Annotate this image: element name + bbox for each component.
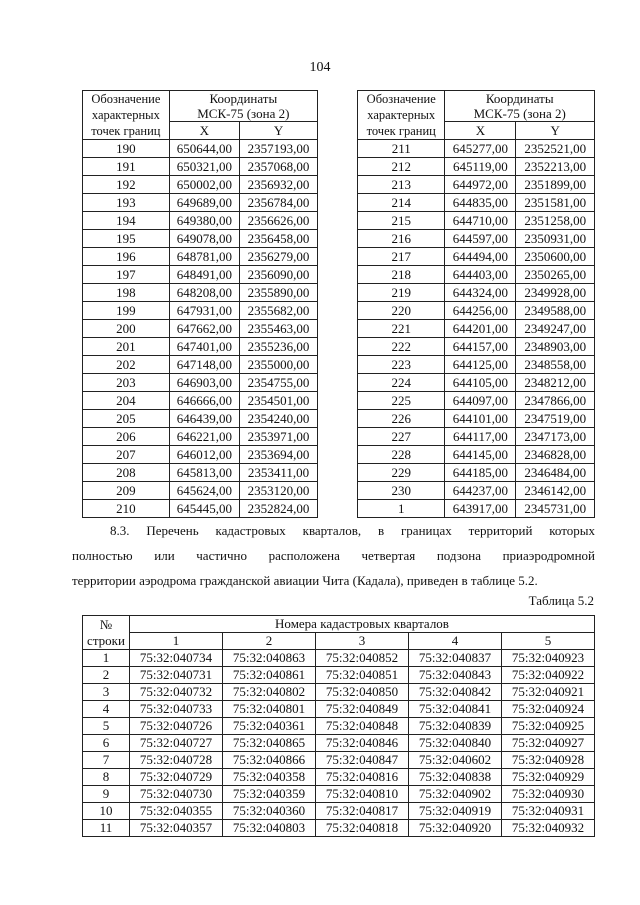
- row-number-header-line: №: [99, 616, 113, 632]
- coordinate-cell: 230: [358, 482, 445, 500]
- coordinate-cell: 644145,00: [445, 446, 516, 464]
- column-number-header: 4: [409, 633, 502, 650]
- coordinate-cell: 219: [358, 284, 445, 302]
- coordinate-cell: 647931,00: [169, 302, 239, 320]
- coordinate-row: [83, 428, 318, 446]
- coordinate-row: [83, 230, 318, 248]
- cadastral-cell: 75:32:040924: [502, 701, 595, 718]
- cadastral-cell: 8: [83, 769, 130, 786]
- coordinate-cell: 220: [358, 302, 445, 320]
- column-number-header: 5: [502, 633, 595, 650]
- cadastral-cell: 75:32:040361: [223, 718, 316, 735]
- coordinate-row: [358, 410, 595, 428]
- coordinate-cell: 645277,00: [445, 140, 516, 158]
- cadastral-cell: 75:32:040818: [316, 820, 409, 837]
- coordinate-cell: 2348558,00: [516, 356, 595, 374]
- coordinate-cell: 2356784,00: [240, 194, 318, 212]
- x-header: X: [169, 122, 239, 140]
- coordinate-cell: 2352521,00: [516, 140, 595, 158]
- coordinate-cell: 646439,00: [169, 410, 239, 428]
- cadastral-row: [83, 684, 595, 701]
- cadastral-cell: 75:32:040865: [223, 735, 316, 752]
- coordinate-row: [83, 284, 318, 302]
- cadastral-cell: 11: [83, 820, 130, 837]
- coordinate-row: [83, 374, 318, 392]
- coordinate-cell: 211: [358, 140, 445, 158]
- coordinate-row: [83, 446, 318, 464]
- coordinate-cell: 645445,00: [169, 500, 239, 518]
- coordinate-cell: 228: [358, 446, 445, 464]
- coordinate-cell: 202: [83, 356, 170, 374]
- cadastral-cell: 75:32:040730: [130, 786, 223, 803]
- cadastral-row: [83, 650, 595, 667]
- coordinate-row: [83, 194, 318, 212]
- coordinate-cell: 646012,00: [169, 446, 239, 464]
- coordinate-cell: 216: [358, 230, 445, 248]
- coordinate-row: [358, 320, 595, 338]
- designation-header-line: характерных: [91, 108, 160, 122]
- cadastral-row: [83, 786, 595, 803]
- coordinate-row: [358, 158, 595, 176]
- coordinate-system: МСК-75 (зона 2): [197, 106, 290, 121]
- coordinate-cell: 2353120,00: [240, 482, 318, 500]
- coordinate-row: [358, 428, 595, 446]
- coordinate-cell: 199: [83, 302, 170, 320]
- cadastral-cell: 75:32:040816: [316, 769, 409, 786]
- cadastral-cell: 75:32:040923: [502, 650, 595, 667]
- coordinate-cell: 2349928,00: [516, 284, 595, 302]
- table-caption: Таблица 5.2: [528, 593, 594, 608]
- coordinate-cell: 644125,00: [445, 356, 516, 374]
- coordinate-cell: 210: [83, 500, 170, 518]
- coordinate-cell: 221: [358, 320, 445, 338]
- page-number: 104: [309, 60, 331, 75]
- coordinate-row: [358, 482, 595, 500]
- coordinate-cell: 2350931,00: [516, 230, 595, 248]
- cadastral-row: [83, 820, 595, 837]
- cadastral-cell: 75:32:040732: [130, 684, 223, 701]
- coordinate-row: [83, 302, 318, 320]
- column-number-header: 1: [130, 633, 223, 650]
- coordinate-cell: 2354240,00: [240, 410, 318, 428]
- coordinate-system: МСК-75 (зона 2): [473, 106, 566, 121]
- coordinate-cell: 198: [83, 284, 170, 302]
- coordinate-cell: 201: [83, 338, 170, 356]
- cadastral-cell: 2: [83, 667, 130, 684]
- y-header: Y: [516, 122, 595, 140]
- coordinate-cell: 206: [83, 428, 170, 446]
- coordinate-cell: 644201,00: [445, 320, 516, 338]
- coordinate-row: [358, 374, 595, 392]
- coordinate-cell: 644710,00: [445, 212, 516, 230]
- coordinate-cell: 2354755,00: [240, 374, 318, 392]
- coordinate-cell: 644835,00: [445, 194, 516, 212]
- coordinate-cell: 650644,00: [169, 140, 239, 158]
- coordinate-cell: 648208,00: [169, 284, 239, 302]
- coordinate-cell: 194: [83, 212, 170, 230]
- coordinate-row: [358, 230, 595, 248]
- coordinate-cell: 649689,00: [169, 194, 239, 212]
- paragraph-line: территории аэродрома гражданской авиации Чита (Кадала), приведен в таблице 5.2.: [72, 573, 538, 588]
- cadastral-row: [83, 769, 595, 786]
- cadastral-cell: 75:32:040851: [316, 667, 409, 684]
- coordinate-cell: 644324,00: [445, 284, 516, 302]
- cadastral-cell: 75:32:040726: [130, 718, 223, 735]
- cadastral-cell: 75:32:040817: [316, 803, 409, 820]
- coordinate-row: [83, 482, 318, 500]
- coordinate-cell: 644157,00: [445, 338, 516, 356]
- paragraph-8-3: [72, 518, 595, 593]
- coordinate-cell: 2353411,00: [240, 464, 318, 482]
- cadastral-cell: 5: [83, 718, 130, 735]
- coordinate-row: [83, 158, 318, 176]
- coordinate-cell: 2347519,00: [516, 410, 595, 428]
- coordinate-cell: 2355682,00: [240, 302, 318, 320]
- coordinate-row: [83, 410, 318, 428]
- coordinate-cell: 649380,00: [169, 212, 239, 230]
- cadastral-cell: 75:32:040847: [316, 752, 409, 769]
- coordinate-cell: 648781,00: [169, 248, 239, 266]
- cadastral-cell: 75:32:040801: [223, 701, 316, 718]
- cadastral-cell: 75:32:040360: [223, 803, 316, 820]
- cadastral-cell: 75:32:040357: [130, 820, 223, 837]
- designation-header: [358, 91, 445, 140]
- designation-header-line: Обозначение: [91, 92, 161, 106]
- coordinates-table-right: [357, 90, 595, 518]
- coordinate-cell: 2346484,00: [516, 464, 595, 482]
- cadastral-cell: 75:32:040842: [409, 684, 502, 701]
- column-number-header: 3: [316, 633, 409, 650]
- coordinate-row: [358, 176, 595, 194]
- cadastral-cell: 75:32:040734: [130, 650, 223, 667]
- coordinate-row: [358, 338, 595, 356]
- cadastral-cell: 6: [83, 735, 130, 752]
- designation-header-line: Обозначение: [366, 92, 436, 106]
- cadastral-cell: 75:32:040902: [409, 786, 502, 803]
- cadastral-cell: 75:32:040922: [502, 667, 595, 684]
- cadastral-row: [83, 735, 595, 752]
- cadastral-row: [83, 803, 595, 820]
- cadastral-row: [83, 667, 595, 684]
- cadastral-cell: 75:32:040920: [409, 820, 502, 837]
- coordinate-cell: 645624,00: [169, 482, 239, 500]
- coordinate-cell: 195: [83, 230, 170, 248]
- cadastral-cell: 7: [83, 752, 130, 769]
- cadastral-cell: 75:32:040928: [502, 752, 595, 769]
- cadastral-row: [83, 718, 595, 735]
- cadastral-cell: 3: [83, 684, 130, 701]
- cadastral-cell: 75:32:040358: [223, 769, 316, 786]
- coordinate-row: [83, 266, 318, 284]
- row-number-header-line: строки: [87, 632, 125, 648]
- coordinate-row: [358, 464, 595, 482]
- coordinate-cell: 2355236,00: [240, 338, 318, 356]
- coordinate-row: [83, 338, 318, 356]
- cadastral-cell: 75:32:040848: [316, 718, 409, 735]
- coordinate-cell: 2357068,00: [240, 158, 318, 176]
- coordinate-cell: 2354501,00: [240, 392, 318, 410]
- cadastral-cell: 75:32:040841: [409, 701, 502, 718]
- coordinates-header: [445, 91, 595, 122]
- designation-header-line: характерных: [367, 108, 436, 122]
- cadastral-cell: 75:32:040932: [502, 820, 595, 837]
- coordinate-row: [358, 212, 595, 230]
- coordinate-row: [83, 392, 318, 410]
- coordinate-row: [358, 266, 595, 284]
- coordinate-cell: 645119,00: [445, 158, 516, 176]
- designation-header-line: точек границ: [91, 124, 161, 138]
- designation-header-line: точек границ: [366, 124, 436, 138]
- coordinates-header: [169, 91, 317, 122]
- coordinate-row: [358, 140, 595, 158]
- cadastral-cell: 75:32:040921: [502, 684, 595, 701]
- coordinate-cell: 2348903,00: [516, 338, 595, 356]
- cadastral-cell: 10: [83, 803, 130, 820]
- row-number-header: [83, 616, 130, 650]
- coordinate-cell: 2350600,00: [516, 248, 595, 266]
- coordinate-cell: 648491,00: [169, 266, 239, 284]
- coordinate-cell: 2348212,00: [516, 374, 595, 392]
- coordinate-cell: 2356932,00: [240, 176, 318, 194]
- cadastral-cell: 9: [83, 786, 130, 803]
- coordinate-cell: 644972,00: [445, 176, 516, 194]
- coordinate-cell: 2356458,00: [240, 230, 318, 248]
- coordinate-cell: 204: [83, 392, 170, 410]
- coordinate-cell: 223: [358, 356, 445, 374]
- cadastral-cell: 75:32:040929: [502, 769, 595, 786]
- coordinate-cell: 225: [358, 392, 445, 410]
- cadastral-cell: 75:32:040359: [223, 786, 316, 803]
- coordinates-title: Координаты: [209, 91, 278, 106]
- coordinate-cell: 191: [83, 158, 170, 176]
- coordinate-cell: 644101,00: [445, 410, 516, 428]
- cadastral-row: [83, 752, 595, 769]
- cadastral-row: [83, 701, 595, 718]
- paragraph-line: 8.3. Перечень кадастровых кварталов, в границах территорий которых: [110, 523, 595, 538]
- designation-header: [83, 91, 170, 140]
- coordinate-cell: 229: [358, 464, 445, 482]
- coordinate-cell: 2347173,00: [516, 428, 595, 446]
- coordinate-row: [83, 248, 318, 266]
- coordinate-cell: 644105,00: [445, 374, 516, 392]
- cadastral-cell: 75:32:040866: [223, 752, 316, 769]
- coordinate-cell: 2350265,00: [516, 266, 595, 284]
- coordinate-cell: 200: [83, 320, 170, 338]
- coordinate-row: [358, 194, 595, 212]
- coordinate-cell: 644237,00: [445, 482, 516, 500]
- coordinate-cell: 644117,00: [445, 428, 516, 446]
- coordinate-cell: 644403,00: [445, 266, 516, 284]
- coordinate-cell: 227: [358, 428, 445, 446]
- coordinate-cell: 647662,00: [169, 320, 239, 338]
- x-header: X: [445, 122, 516, 140]
- cadastral-cell: 75:32:040355: [130, 803, 223, 820]
- cadastral-cell: 75:32:040731: [130, 667, 223, 684]
- coordinate-cell: 2355000,00: [240, 356, 318, 374]
- cadastral-cell: 75:32:040843: [409, 667, 502, 684]
- cadastral-cell: 75:32:040849: [316, 701, 409, 718]
- coordinate-cell: 205: [83, 410, 170, 428]
- coordinate-cell: 224: [358, 374, 445, 392]
- coordinate-cell: 2356279,00: [240, 248, 318, 266]
- column-number-header: 2: [223, 633, 316, 650]
- coordinate-cell: 2351258,00: [516, 212, 595, 230]
- coordinate-cell: 212: [358, 158, 445, 176]
- coordinate-cell: 644256,00: [445, 302, 516, 320]
- coordinate-cell: 645813,00: [169, 464, 239, 482]
- coordinate-cell: 2351581,00: [516, 194, 595, 212]
- coordinates-table-left: [82, 90, 318, 518]
- coordinate-cell: 2349588,00: [516, 302, 595, 320]
- coordinate-cell: 647148,00: [169, 356, 239, 374]
- coordinate-row: [83, 500, 318, 518]
- coordinate-row: [358, 248, 595, 266]
- coordinate-cell: 2346142,00: [516, 482, 595, 500]
- coordinate-cell: 646221,00: [169, 428, 239, 446]
- coordinate-row: [358, 500, 595, 518]
- cadastral-cell: 75:32:040728: [130, 752, 223, 769]
- cadastral-cell: 75:32:040930: [502, 786, 595, 803]
- y-header: Y: [240, 122, 318, 140]
- cadastral-cell: 75:32:040919: [409, 803, 502, 820]
- coordinates-title: Координаты: [485, 91, 554, 106]
- coordinate-cell: 643917,00: [445, 500, 516, 518]
- cadastral-numbers-header: Номера кадастровых кварталов: [130, 616, 595, 633]
- coordinate-row: [83, 140, 318, 158]
- coordinate-cell: 2352213,00: [516, 158, 595, 176]
- cadastral-cell: 75:32:040727: [130, 735, 223, 752]
- coordinate-row: [358, 446, 595, 464]
- coordinate-row: [358, 356, 595, 374]
- cadastral-cell: 75:32:040733: [130, 701, 223, 718]
- coordinate-cell: 2347866,00: [516, 392, 595, 410]
- coordinate-cell: 2353971,00: [240, 428, 318, 446]
- coordinate-cell: 650002,00: [169, 176, 239, 194]
- coordinate-cell: 644597,00: [445, 230, 516, 248]
- cadastral-cell: 75:32:040927: [502, 735, 595, 752]
- cadastral-cell: 75:32:040837: [409, 650, 502, 667]
- coordinate-cell: 2349247,00: [516, 320, 595, 338]
- coordinate-cell: 213: [358, 176, 445, 194]
- cadastral-cell: 75:32:040925: [502, 718, 595, 735]
- cadastral-cell: 1: [83, 650, 130, 667]
- paragraph-line: полностью или частично расположена четвертая подзона приаэродромной: [72, 548, 595, 563]
- coordinate-cell: 214: [358, 194, 445, 212]
- cadastral-cell: 75:32:040803: [223, 820, 316, 837]
- coordinate-cell: 2346828,00: [516, 446, 595, 464]
- cadastral-cell: 75:32:040852: [316, 650, 409, 667]
- coordinate-cell: 644097,00: [445, 392, 516, 410]
- coordinate-cell: 2353694,00: [240, 446, 318, 464]
- coordinate-cell: 208: [83, 464, 170, 482]
- coordinate-cell: 644494,00: [445, 248, 516, 266]
- cadastral-cell: 75:32:040863: [223, 650, 316, 667]
- cadastral-quarters-table: [82, 615, 595, 837]
- coordinate-row: [83, 212, 318, 230]
- coordinate-cell: 2357193,00: [240, 140, 318, 158]
- cadastral-cell: 75:32:040839: [409, 718, 502, 735]
- coordinate-cell: 650321,00: [169, 158, 239, 176]
- coordinate-cell: 2351899,00: [516, 176, 595, 194]
- coordinate-cell: 193: [83, 194, 170, 212]
- coordinate-cell: 2356090,00: [240, 266, 318, 284]
- coordinate-cell: 222: [358, 338, 445, 356]
- coordinate-cell: 203: [83, 374, 170, 392]
- coordinate-cell: 646666,00: [169, 392, 239, 410]
- cadastral-cell: 75:32:040840: [409, 735, 502, 752]
- coordinate-cell: 197: [83, 266, 170, 284]
- cadastral-cell: 75:32:040602: [409, 752, 502, 769]
- coordinate-cell: 2345731,00: [516, 500, 595, 518]
- coordinate-cell: 192: [83, 176, 170, 194]
- coordinate-row: [358, 392, 595, 410]
- coordinate-row: [83, 320, 318, 338]
- coordinate-row: [358, 284, 595, 302]
- coordinate-cell: 209: [83, 482, 170, 500]
- cadastral-cell: 75:32:040861: [223, 667, 316, 684]
- cadastral-cell: 75:32:040802: [223, 684, 316, 701]
- cadastral-cell: 75:32:040810: [316, 786, 409, 803]
- coordinate-cell: 2355890,00: [240, 284, 318, 302]
- coordinate-cell: 644185,00: [445, 464, 516, 482]
- coordinate-cell: 215: [358, 212, 445, 230]
- coordinate-cell: 226: [358, 410, 445, 428]
- coordinate-cell: 1: [358, 500, 445, 518]
- coordinate-cell: 218: [358, 266, 445, 284]
- coordinate-cell: 2356626,00: [240, 212, 318, 230]
- cadastral-cell: 75:32:040838: [409, 769, 502, 786]
- coordinate-cell: 207: [83, 446, 170, 464]
- cadastral-cell: 75:32:040931: [502, 803, 595, 820]
- coordinate-row: [83, 356, 318, 374]
- cadastral-cell: 4: [83, 701, 130, 718]
- cadastral-cell: 75:32:040729: [130, 769, 223, 786]
- coordinate-cell: 196: [83, 248, 170, 266]
- coordinate-cell: 649078,00: [169, 230, 239, 248]
- cadastral-cell: 75:32:040850: [316, 684, 409, 701]
- cadastral-cell: 75:32:040846: [316, 735, 409, 752]
- coordinate-row: [358, 302, 595, 320]
- coordinate-row: [83, 464, 318, 482]
- coordinate-cell: 2355463,00: [240, 320, 318, 338]
- coordinate-cell: 646903,00: [169, 374, 239, 392]
- coordinate-cell: 647401,00: [169, 338, 239, 356]
- coordinate-row: [83, 176, 318, 194]
- coordinate-cell: 190: [83, 140, 170, 158]
- coordinate-cell: 2352824,00: [240, 500, 318, 518]
- coordinate-cell: 217: [358, 248, 445, 266]
